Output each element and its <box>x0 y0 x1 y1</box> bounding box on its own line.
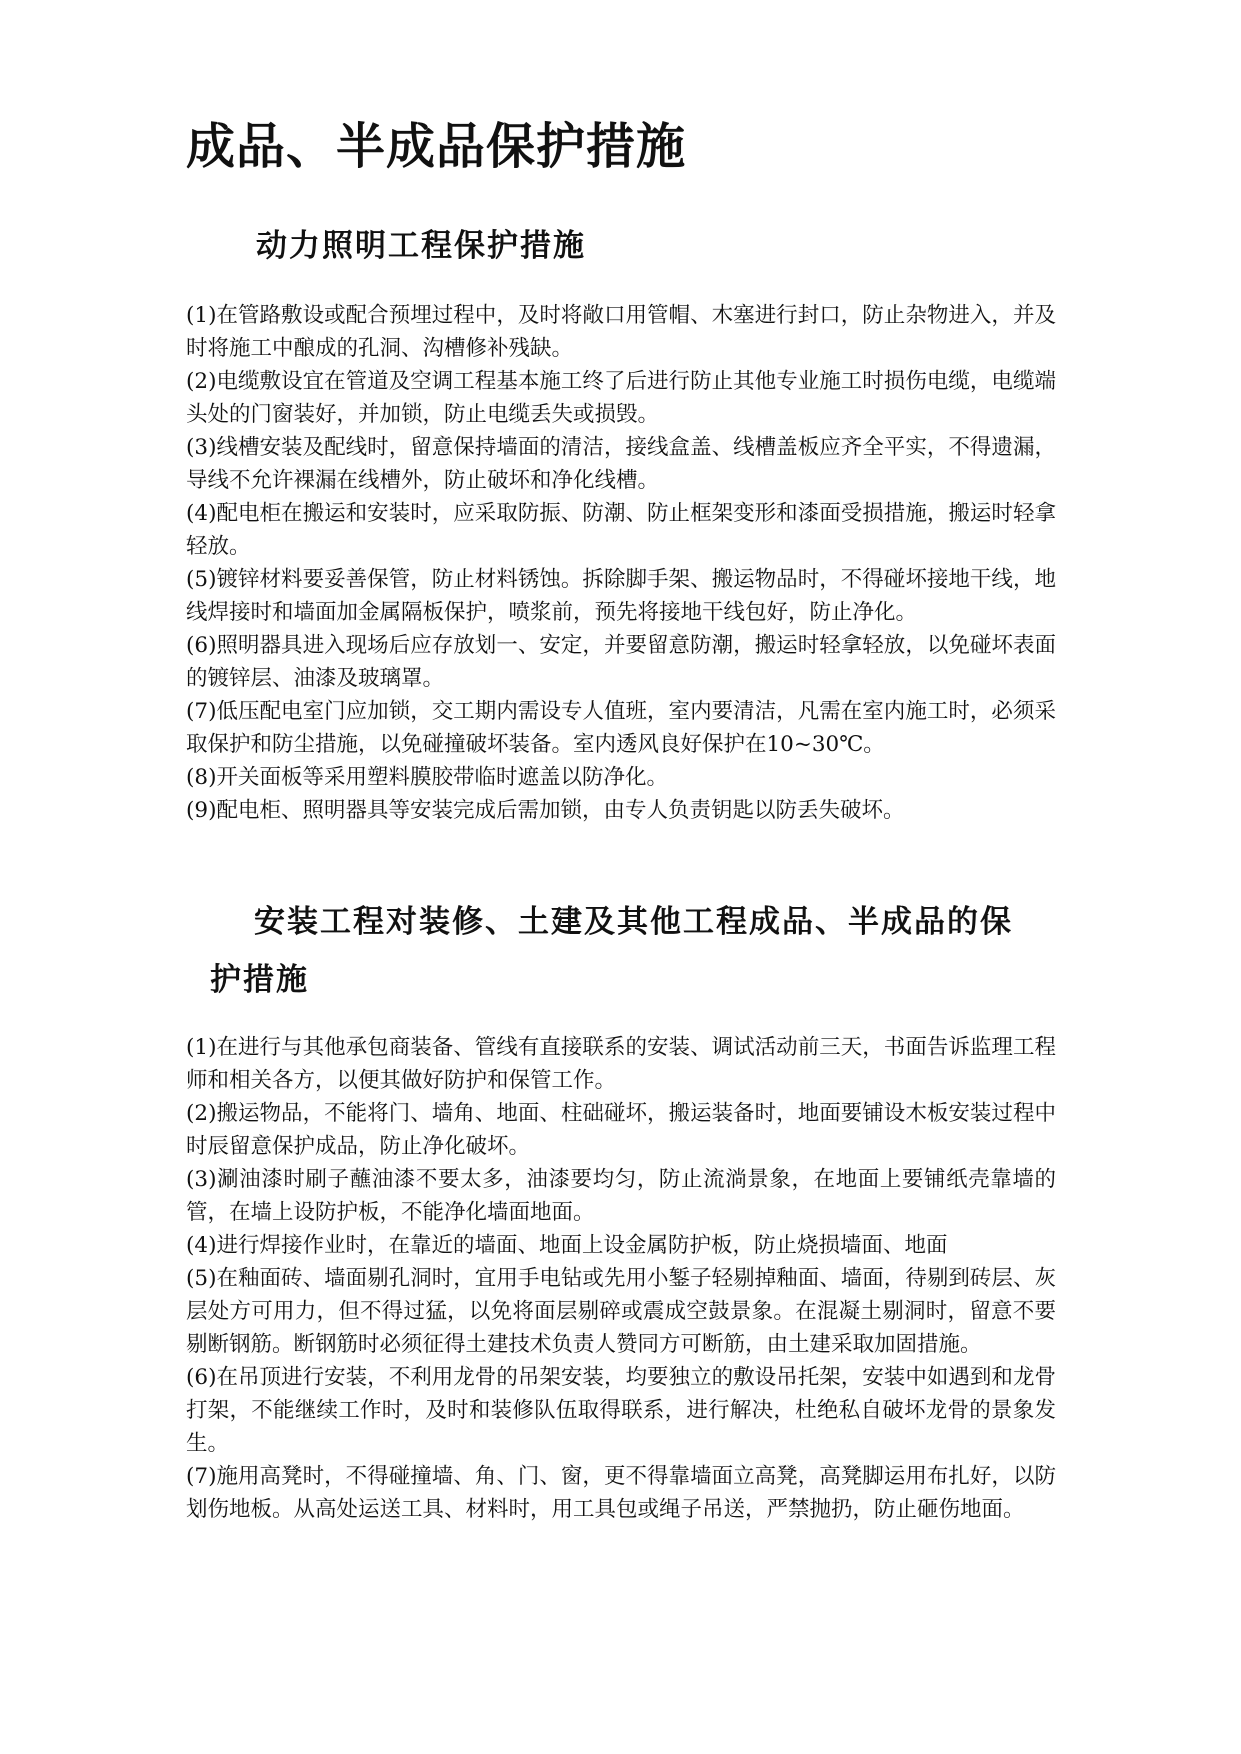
list-item: (6)在吊顶进行安装，不利用龙骨的吊架安装，均要独立的敷设吊托架，安装中如遇到和龙骨打架，不能继续工作时，及时和装修队伍取得联系，进行解决，杜绝私自破坏龙骨的景象发生。 <box>186 1365 1056 1456</box>
list-item: (7)低压配电室门应加锁，交工期内需设专人值班，室内要清洁，凡需在室内施工时，必须采取保护和防尘措施，以免碰撞破坏装备。室内透风良好保护在10~30℃。 <box>186 699 1056 757</box>
section-heading-installation-protection <box>210 893 1013 1009</box>
list-item: (4)进行焊接作业时，在靠近的墙面、地面上设金属防护板，防止烧损墙面、地面 <box>186 1233 948 1258</box>
heading-line-1: 安装工程对装修、土建及其他工程成品、半成品的保 <box>254 904 1013 940</box>
heading-line-2: 护措施 <box>210 962 309 998</box>
list-item: (1)在管路敷设或配合预埋过程中，及时将敞口用管帽、木塞进行封口，防止杂物进入，并及时将施工中酿成的孔洞、沟槽修补残缺。 <box>186 303 1056 361</box>
power-lighting-measures-list <box>186 299 1056 827</box>
list-item: (6)照明器具进入现场后应存放划一、安定，并要留意防潮，搬运时轻拿轻放，以免碰坏表面的镀锌层、油漆及玻璃罩。 <box>186 633 1056 691</box>
list-item: (4)配电柜在搬运和安装时，应采取防振、防潮、防止框架变形和漆面受损措施，搬运时轻拿轻放。 <box>186 501 1056 559</box>
page-title: 成品、半成品保护措施 <box>186 118 687 175</box>
list-item: (5)在釉面砖、墙面剔孔洞时，宜用手电钻或先用小錾子轻剔掉釉面、墙面，待剔到砖层、灰层处方可用力，但不得过猛，以免将面层剔碎或震成空鼓景象。在混凝土剔洞时，留意不要剔断钢筋。断钢筋时必须征得土建技术负责人赞同方可断筋，由土建采取加固措施。 <box>186 1266 1056 1357</box>
list-item: (3)线槽安装及配线时，留意保持墙面的清洁，接线盒盖、线槽盖板应齐全平实，不得遗漏，导线不允许裸漏在线槽外，防止破坏和净化线槽。 <box>186 435 1056 493</box>
list-item: (3)涮油漆时刷子蘸油漆不要太多，油漆要均匀，防止流淌景象，在地面上要铺纸壳靠墙的管，在墙上设防护板，不能净化墙面地面。 <box>186 1167 1056 1225</box>
list-item: (5)镀锌材料要妥善保管，防止材料锈蚀。拆除脚手架、搬运物品时，不得碰坏接地干线，地线焊接时和墙面加金属隔板保护，喷浆前，预先将接地干线包好，防止净化。 <box>186 567 1056 625</box>
list-item: (2)电缆敷设宜在管道及空调工程基本施工终了后进行防止其他专业施工时损伤电缆，电缆端头处的门窗装好，并加锁，防止电缆丢失或损毁。 <box>186 369 1056 427</box>
list-item: (7)施用高凳时，不得碰撞墙、角、门、窗，更不得靠墙面立高凳，高凳脚运用布扎好，以防划伤地板。从高处运送工具、材料时，用工具包或绳子吊送，严禁抛扔，防止砸伤地面。 <box>186 1464 1056 1522</box>
installation-protection-measures-list <box>186 1031 1056 1526</box>
list-item: (8)开关面板等采用塑料膜胶带临时遮盖以防净化。 <box>186 765 668 790</box>
list-item: (1)在进行与其他承包商装备、管线有直接联系的安装、调试活动前三天，书面告诉监理工程师和相关各方，以便其做好防护和保管工作。 <box>186 1035 1056 1093</box>
list-item: (2)搬运物品，不能将门、墙角、地面、柱础碰坏，搬运装备时，地面要铺设木板安装过程中时辰留意保护成品，防止净化破坏。 <box>186 1101 1056 1159</box>
list-item: (9)配电柜、照明器具等安装完成后需加锁，由专人负责钥匙以防丢失破坏。 <box>186 798 905 823</box>
section-heading-power-lighting: 动力照明工程保护措施 <box>256 228 586 264</box>
